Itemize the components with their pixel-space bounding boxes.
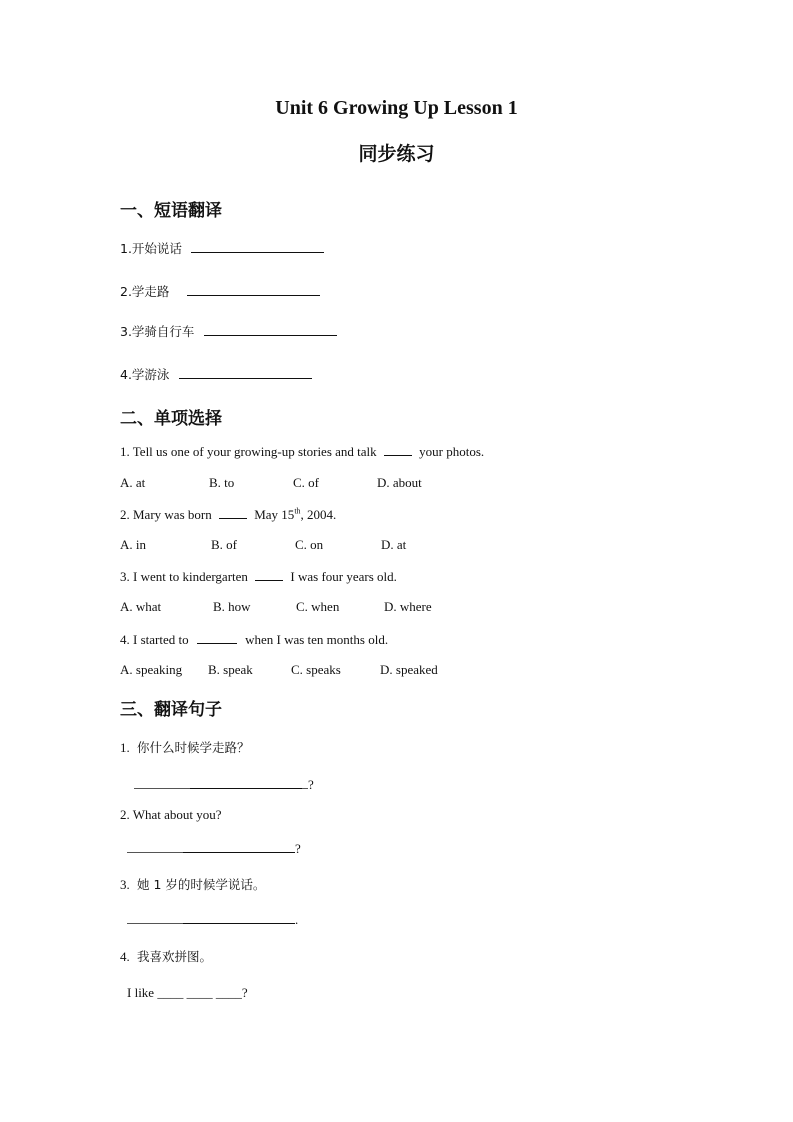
sentence-2-answer (127, 840, 301, 857)
question-text: 2. Mary was born (120, 507, 212, 522)
question-3 (120, 568, 397, 585)
option-b[interactable]: B. to (209, 475, 235, 490)
question-4-options (120, 662, 540, 678)
answer-blank[interactable] (197, 631, 237, 644)
answer-blank-short[interactable] (134, 776, 190, 789)
section-heading-sentence-translation: 三、翻译句子 (120, 700, 222, 720)
question-text: 1. Tell us one of your growing-up stories and talk (120, 444, 377, 459)
sentence-1-answer (134, 776, 314, 793)
sentence-4-prompt (120, 947, 212, 965)
section-heading-multiple-choice: 二、单项选择 (120, 409, 222, 429)
sentence-end-mark: ? (241, 985, 248, 1000)
sentence-number: 3. (120, 877, 130, 892)
answer-blank-short[interactable] (127, 840, 183, 853)
sentence-text: 我喜欢拼图。 (137, 949, 213, 964)
sentence-number: 4. (120, 949, 130, 964)
section-heading-phrase-translation: 一、短语翻译 (120, 201, 222, 221)
page-title: Unit 6 Growing Up Lesson 1 (275, 97, 518, 119)
question-text-end: , 2004. (300, 507, 337, 522)
sentence-3-prompt (120, 875, 265, 893)
option-a[interactable]: A. speaking (120, 662, 183, 677)
sentence-4-answer (127, 985, 248, 1001)
question-text-end: I was four years old. (290, 569, 397, 584)
option-b[interactable]: B. how (213, 599, 251, 614)
sentence-end-mark: . (295, 912, 299, 927)
question-4 (120, 631, 388, 648)
phrase-item-3 (120, 322, 337, 340)
answer-blank-2[interactable]: ____ (186, 985, 213, 1000)
option-d[interactable]: D. at (381, 537, 407, 552)
sentence-3-answer (127, 911, 298, 928)
option-d[interactable]: D. speaked (380, 662, 438, 677)
phrase-item-2 (120, 282, 320, 300)
question-3-options (120, 599, 540, 615)
sentence-1-prompt (120, 738, 250, 756)
phrase-item-4 (120, 365, 312, 383)
option-c[interactable]: C. speaks (291, 662, 341, 677)
answer-blank-short[interactable] (127, 911, 183, 924)
phrase-label: 1.开始说话 (120, 241, 182, 256)
option-c[interactable]: C. when (296, 599, 340, 614)
question-text-date: May 15 (254, 507, 295, 522)
option-c[interactable]: C. on (295, 537, 324, 552)
question-1-options (120, 475, 540, 491)
question-2 (120, 506, 336, 523)
option-b[interactable]: B. of (211, 537, 237, 552)
option-a[interactable]: A. in (120, 537, 146, 552)
option-d[interactable]: D. about (377, 475, 422, 490)
sentence-number: 1. (120, 740, 130, 755)
answer-blank[interactable] (187, 283, 320, 296)
option-a[interactable]: A. at (120, 475, 146, 490)
option-c[interactable]: C. of (293, 475, 319, 490)
phrase-label: 2.学走路 (120, 284, 170, 299)
answer-blank-3[interactable]: ____ (215, 985, 242, 1000)
answer-blank[interactable] (255, 568, 283, 581)
question-1 (120, 443, 484, 460)
answer-blank-1[interactable]: ____ (157, 985, 184, 1000)
answer-blank[interactable] (384, 443, 412, 456)
sentence-2-prompt (120, 807, 222, 823)
answer-blank[interactable] (191, 240, 324, 253)
question-text-end: when I was ten months old. (245, 632, 389, 647)
answer-blank[interactable] (183, 911, 295, 924)
page-subtitle: 同步练习 (358, 143, 435, 165)
sentence-text: 你什么时候学走路？ (137, 740, 250, 755)
question-text-end: your photos. (419, 444, 485, 459)
sentence-end-mark: ? (308, 777, 314, 792)
answer-blank[interactable] (179, 366, 312, 379)
answer-blank[interactable] (183, 840, 295, 853)
answer-blank[interactable] (204, 323, 337, 336)
sentence-text: 她 1 岁的时候学说话。 (137, 877, 266, 892)
answer-blank[interactable] (190, 776, 302, 789)
question-2-options (120, 537, 540, 553)
phrase-label: 3.学骑自行车 (120, 324, 195, 339)
answer-blank[interactable] (219, 506, 247, 519)
phrase-label: 4.学游泳 (120, 367, 170, 382)
sentence-end-mark: ? (295, 841, 301, 856)
option-a[interactable]: A. what (120, 599, 162, 614)
question-text: 4. I started to (120, 632, 189, 647)
answer-prefix: I like (127, 985, 155, 1000)
ordinal-suffix: th (294, 506, 301, 516)
sentence-text: 2. What about you? (120, 807, 222, 822)
option-b[interactable]: B. speak (208, 662, 253, 677)
option-d[interactable]: D. where (384, 599, 432, 614)
question-text: 3. I went to kindergarten (120, 569, 248, 584)
phrase-item-1 (120, 239, 324, 257)
